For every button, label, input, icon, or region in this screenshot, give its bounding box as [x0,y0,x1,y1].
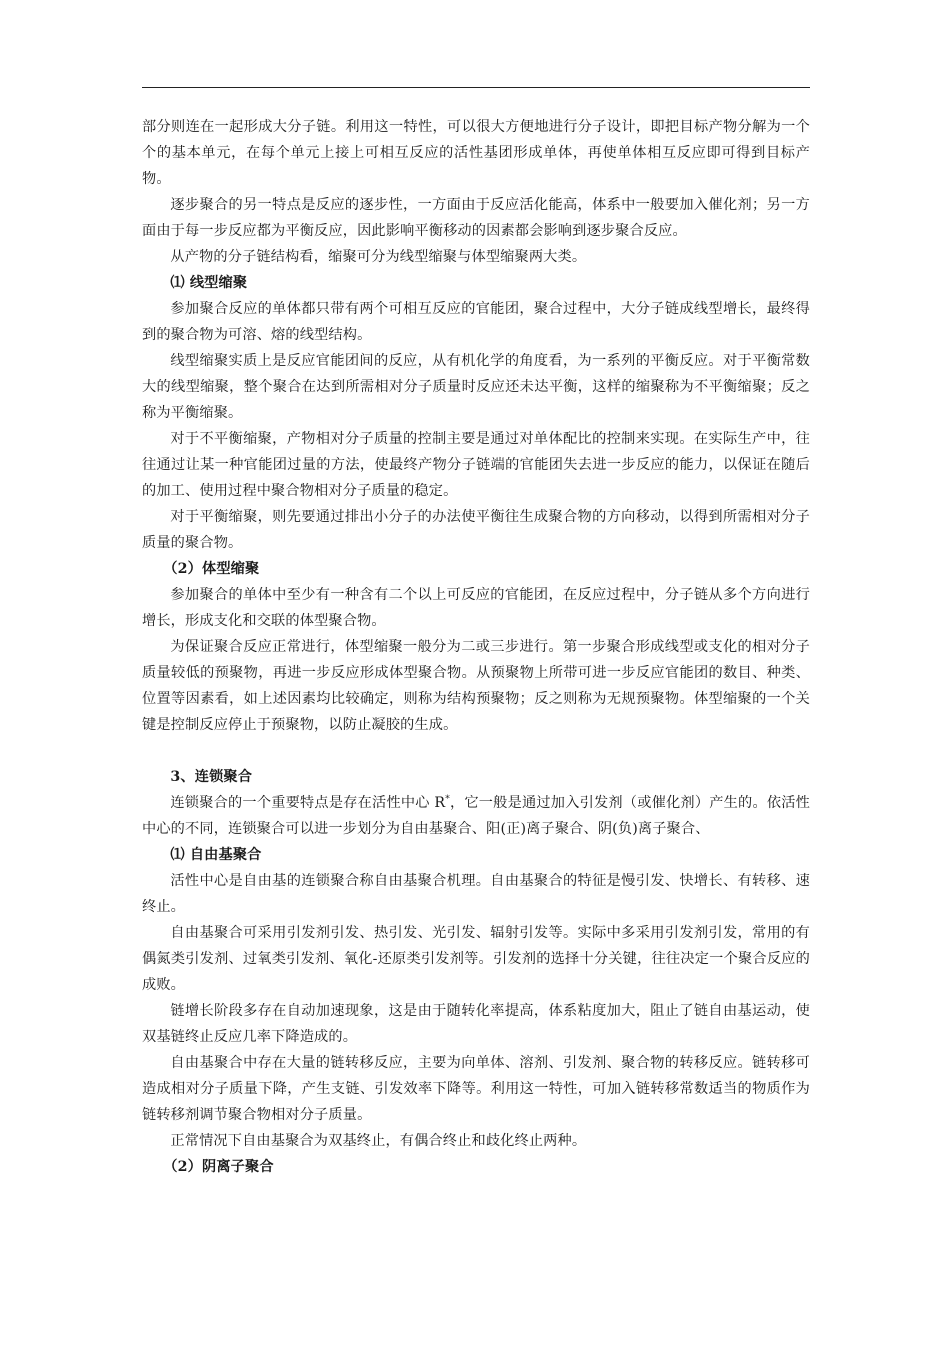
paragraph: 链增长阶段多存在自动加速现象，这是由于随转化率提高，体系粘度加大，阻止了链自由基运动，使双基链终止反应几率下降造成的。 [142,1003,810,1045]
paragraph: 对于不平衡缩聚，产物相对分子质量的控制主要是通过对单体配比的控制来实现。在实际生产中，往往通过让某一种官能团过量的方法，使最终产物分子链端的官能团失去进一步反应的能力，以保证在随后的加工、使用过程中聚合物相对分子质量的稳定。 [142,431,810,499]
paragraph: 参加聚合的单体中至少有一种含有二个以上可反应的官能团，在反应过程中，分子链从多个方向进行增长，形成支化和交联的体型聚合物。 [142,587,810,629]
paragraph-text: 连锁聚合的一个重要特点是存在活性中心 R [170,795,446,811]
paragraph: 活性中心是自由基的连锁聚合称自由基聚合机理。自由基聚合的特征是慢引发、快增长、有转移、速终止。 [142,873,810,915]
paragraph: 正常情况下自由基聚合为双基终止，有偶合终止和歧化终止两种。 [170,1133,587,1149]
paragraph: 自由基聚合中存在大量的链转移反应，主要为向单体、溶剂、引发剂、聚合物的转移反应。链转移可造成相对分子质量下降，产生支链、引发效率下降等。利用这一特性，可加入链转移常数适当的物质作为链转移剂调节聚合物相对分子质量。 [142,1055,810,1123]
section-heading: ⑴ 线型缩聚 [170,275,248,291]
paragraph: 自由基聚合可采用引发剂引发、热引发、光引发、辐射引发等。实际中多采用引发剂引发，常用的有偶氮类引发剂、过氧类引发剂、氧化-还原类引发剂等。引发剂的选择十分关键，往往决定一个聚合反应的成败。 [142,925,810,993]
paragraph: 参加聚合反应的单体都只带有两个可相互反应的官能团，聚合过程中，大分子链成线型增长，最终得到的聚合物为可溶、熔的线型结构。 [142,301,810,343]
header-rule [142,87,810,88]
paragraph: 线型缩聚实质上是反应官能团间的反应，从有机化学的角度看，为一系列的平衡反应。对于平衡常数大的线型缩聚，整个聚合在达到所需相对分子质量时反应还未达平衡，这样的缩聚称为不平衡缩聚；反之称为平衡缩聚。 [142,353,810,421]
blank-line [142,738,810,764]
section-heading: ⑴ 自由基聚合 [170,847,262,863]
paragraph: 从产物的分子链结构看，缩聚可分为线型缩聚与体型缩聚两大类。 [170,249,587,265]
section-heading: （2）阴离子聚合 [163,1159,274,1175]
paragraph: 逐步聚合的另一特点是反应的逐步性，一方面由于反应活化能高，体系中一般要加入催化剂；另一方面由于每一步反应都为平衡反应，因此影响平衡移动的因素都会影响到逐步聚合反应。 [142,197,810,239]
paragraph: 为保证聚合反应正常进行，体型缩聚一般分为二或三步进行。第一步聚合形成线型或支化的相对分子质量较低的预聚物，再进一步反应形成体型聚合物。从预聚物上所带可进一步反应官能团的数目、种类、位置等因素看，如上述因素均比较确定，则称为结构预聚物；反之则称为无规预聚物。体型缩聚的一个关键是控制反应停止于预聚物，以防止凝胶的生成。 [142,639,810,733]
paragraph-text-continued: ，它一般是通过加入引发剂（或催化剂）产生的。依活性中心的不同，连锁聚合可以进一步划分为自由基聚合、阳(正)离子聚合、阴(负)离子聚合、 [142,795,810,837]
paragraph [142,790,810,842]
paragraph: 对于平衡缩聚，则先要通过排出小分子的办法使平衡往生成聚合物的方向移动，以得到所需相对分子质量的聚合物。 [142,509,810,551]
superscript-star: * [445,794,450,805]
section-heading: （2）体型缩聚 [163,561,260,577]
chapter-heading: 3、连锁聚合 [170,769,253,785]
paragraph: 部分则连在一起形成大分子链。利用这一特性，可以很大方便地进行分子设计，即把目标产物分解为一个个的基本单元，在每个单元上接上可相互反应的活性基团形成单体，再使单体相互反应即可得到目标产物。 [142,119,810,187]
document-body [142,114,810,1180]
